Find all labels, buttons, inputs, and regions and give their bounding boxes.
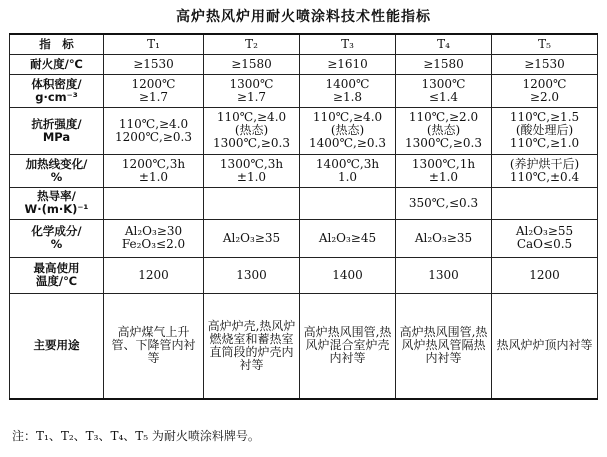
data-cell: 110℃,≥2.0 (热态) 1300℃,≥0.3 — [396, 107, 492, 154]
data-cell: Al₂O₃≥45 — [300, 219, 396, 257]
spec-table — [9, 33, 598, 400]
table-row — [10, 187, 598, 219]
grade-header: T₁ — [104, 34, 204, 54]
row-label: 化学成分/ % — [10, 219, 104, 257]
data-cell: Al₂O₃≥30 Fe₂O₃≤2.0 — [104, 219, 204, 257]
usage-cell: 高炉热风围管,热风炉混合室炉壳内衬等 — [300, 293, 396, 399]
data-cell: 1200℃,3h ±1.0 — [104, 154, 204, 187]
row-label: 耐火度/℃ — [10, 54, 104, 74]
data-cell: 1200 — [492, 257, 598, 293]
data-cell: 1200 — [104, 257, 204, 293]
row-label: 热导率/ W·(m·K)⁻¹ — [10, 187, 104, 219]
data-cell — [300, 187, 396, 219]
footnote: 注：T₁、T₂、T₃、T₄、T₅ 为耐火喷涂料牌号。 — [12, 429, 260, 443]
table-row — [10, 74, 598, 107]
data-cell: Al₂O₃≥35 — [396, 219, 492, 257]
corner-header: 指 标 — [10, 34, 104, 54]
grade-header: T₅ — [492, 34, 598, 54]
data-cell: 1400℃,3h 1.0 — [300, 154, 396, 187]
header-row — [10, 34, 598, 54]
data-cell: (养护烘干后) 110℃,±0.4 — [492, 154, 598, 187]
data-cell: Al₂O₃≥55 CaO≤0.5 — [492, 219, 598, 257]
row-label: 主要用途 — [10, 293, 104, 399]
row-label: 加热线变化/ % — [10, 154, 104, 187]
data-cell: ≥1580 — [204, 54, 300, 74]
data-cell: ≥1580 — [396, 54, 492, 74]
data-cell: 110℃,≥4.0 1200℃,≥0.3 — [104, 107, 204, 154]
table-row — [10, 107, 598, 154]
data-cell: 350℃,≤0.3 — [396, 187, 492, 219]
data-cell — [204, 187, 300, 219]
data-cell: 1200℃ ≥2.0 — [492, 74, 598, 107]
data-cell: 110℃,≥4.0 (热态) 1300℃,≥0.3 — [204, 107, 300, 154]
data-cell: ≥1610 — [300, 54, 396, 74]
data-cell: 110℃,≥1.5 (酸处理后) 110℃,≥1.0 — [492, 107, 598, 154]
data-cell: ≥1530 — [104, 54, 204, 74]
data-cell: 1400℃ ≥1.8 — [300, 74, 396, 107]
usage-cell: 高炉煤气上升管、下降管内衬等 — [104, 293, 204, 399]
data-cell — [492, 187, 598, 219]
usage-cell: 高炉热风围管,热风炉热风管隔热内衬等 — [396, 293, 492, 399]
table-row — [10, 219, 598, 257]
data-cell: 1200℃ ≥1.7 — [104, 74, 204, 107]
usage-cell: 热风炉炉顶内衬等 — [492, 293, 598, 399]
data-cell: 1300℃,3h ±1.0 — [204, 154, 300, 187]
data-cell: ≥1530 — [492, 54, 598, 74]
data-cell: 1400 — [300, 257, 396, 293]
table-row — [10, 293, 598, 399]
grade-header: T₂ — [204, 34, 300, 54]
usage-cell: 高炉炉壳,热风炉燃烧室和蓄热室直筒段的炉壳内衬等 — [204, 293, 300, 399]
grade-header: T₄ — [396, 34, 492, 54]
data-cell: 1300℃ ≤1.4 — [396, 74, 492, 107]
data-cell: 1300℃ ≥1.7 — [204, 74, 300, 107]
row-label: 抗折强度/ MPa — [10, 107, 104, 154]
data-cell: 1300 — [204, 257, 300, 293]
table-row — [10, 54, 598, 74]
table-row — [10, 257, 598, 293]
table-row — [10, 154, 598, 187]
data-cell: 1300℃,1h ±1.0 — [396, 154, 492, 187]
row-label: 体积密度/ g·cm⁻³ — [10, 74, 104, 107]
data-cell: 1300 — [396, 257, 492, 293]
data-cell — [104, 187, 204, 219]
data-cell: Al₂O₃≥35 — [204, 219, 300, 257]
row-label: 最高使用 温度/℃ — [10, 257, 104, 293]
table-title: 高炉热风炉用耐火喷涂料技术性能指标 — [176, 9, 431, 25]
grade-header: T₃ — [300, 34, 396, 54]
data-cell: 110℃,≥4.0 (热态) 1400℃,≥0.3 — [300, 107, 396, 154]
